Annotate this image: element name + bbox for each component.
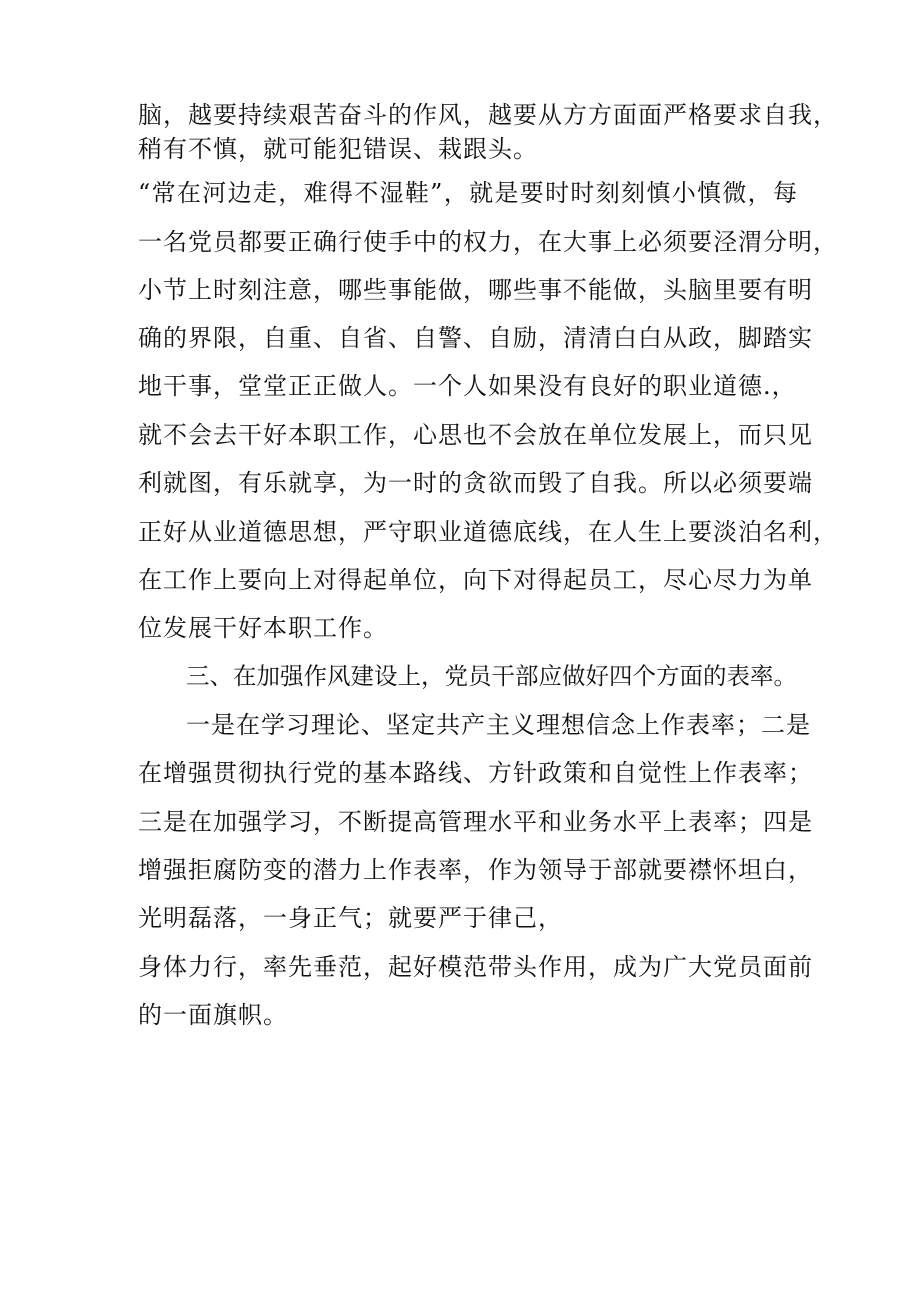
text-line: 正好从业道德思想，严守职业道德底线，在人生上要淡泊名利， bbox=[138, 518, 838, 546]
section-heading: 三、在加强作风建设上，党员干部应做好四个方面的表率。 bbox=[186, 662, 797, 690]
text-line: 利就图，有乐就享，为一时的贪欲而毁了自我。所以必须要端 bbox=[138, 469, 813, 497]
text-line: 确的界限，自重、自省、自警、自励，清清白白从政，脚踏实 bbox=[138, 324, 813, 352]
text-line: 脑，越要持续艰苦奋斗的作风，越要从方方面面严格要求自我， bbox=[138, 101, 838, 129]
text-line: 位发展干好本职工作。 bbox=[138, 614, 388, 642]
text-line: 一是在学习理论、坚定共产主义理想信念上作表率；二是 bbox=[186, 711, 811, 739]
text-line: 光明磊落，一身正气；就要严于律己， bbox=[138, 904, 563, 932]
text-line: 的一面旗帜。 bbox=[138, 1001, 288, 1029]
text-line: 在增强贯彻执行党的基本路线、方针政策和自觉性上作表率； bbox=[138, 759, 813, 787]
text-line: 身体力行，率先垂范，起好模范带头作用，成为广大党员面前 bbox=[138, 953, 813, 981]
text-line: “常在河边走，难得不湿鞋”，就是要时时刻刻慎小慎微，每 bbox=[138, 179, 798, 207]
text-line: 小节上时刻注意，哪些事能做，哪些事不能做，头脑里要有明 bbox=[138, 276, 813, 304]
text-line: 在工作上要向上对得起单位，向下对得起员工，尽心尽力为单 bbox=[138, 566, 813, 594]
text-line: 地干事，堂堂正正做人。一个人如果没有良好的职业道德.， bbox=[138, 372, 797, 400]
text-line: 稍有不慎，就可能犯错误、栽跟头。 bbox=[138, 135, 538, 163]
text-line: 增强拒腐防变的潜力上作表率，作为领导于部就要襟怀坦白， bbox=[138, 856, 813, 884]
text-line: 一名党员都要正确行使手中的权力，在大事上必须要泾渭分明， bbox=[138, 228, 838, 256]
text-line: 三是在加强学习，不断提高管理水平和业务水平上表率；四是 bbox=[138, 808, 813, 836]
text-line: 就不会去干好本职工作，心思也不会放在单位发展上，而只见 bbox=[138, 421, 813, 449]
